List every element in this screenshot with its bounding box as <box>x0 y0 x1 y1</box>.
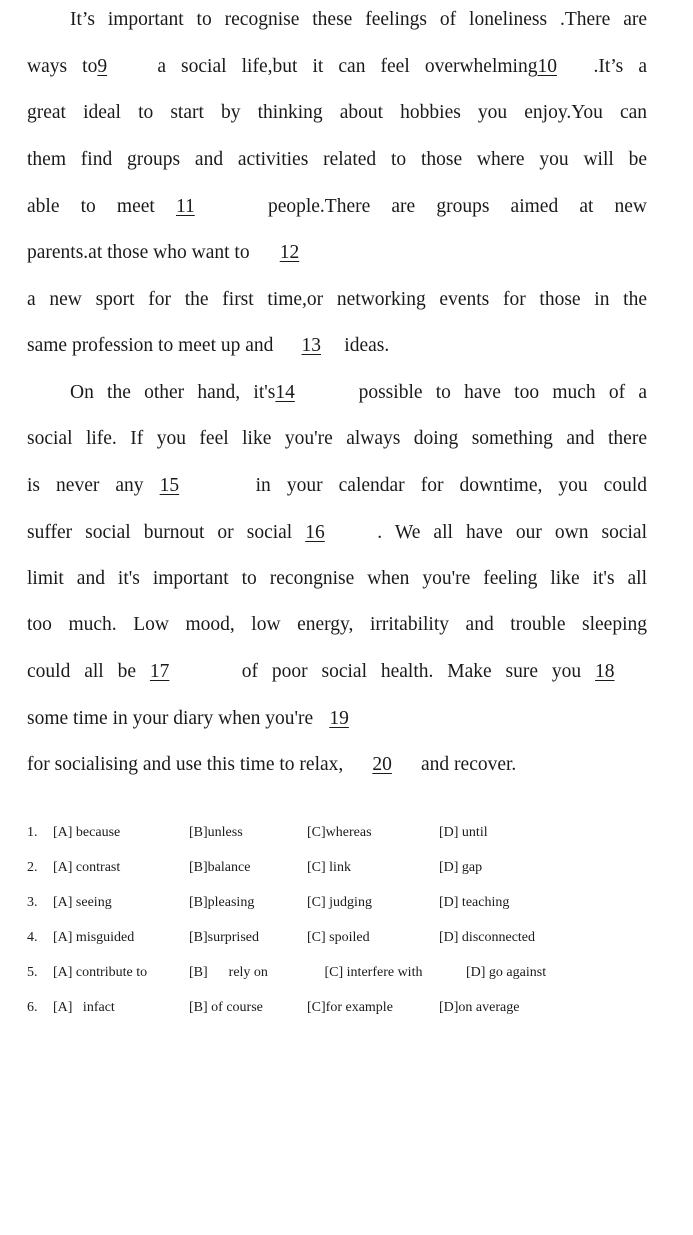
passage-text: It’s important to recognise these feelings of loneliness .There are <box>70 9 647 30</box>
option-b[interactable]: [B] rely on <box>189 965 268 980</box>
blank-12[interactable]: 12 <box>279 242 300 263</box>
option-c[interactable]: [C] judging <box>307 895 372 910</box>
option-row-3 <box>27 885 667 920</box>
passage-line <box>27 192 647 222</box>
passage-line <box>27 52 647 82</box>
option-b[interactable]: [B]pleasing <box>189 895 255 910</box>
option-d[interactable]: [D] teaching <box>439 895 510 910</box>
passage-line <box>27 331 647 361</box>
option-row-5 <box>27 955 667 990</box>
passage-line <box>70 5 647 35</box>
passage-line <box>27 518 647 548</box>
passage-text: able to meet <box>27 196 155 217</box>
passage-line <box>27 285 647 315</box>
passage-line <box>27 98 647 128</box>
passage-text: could all be <box>27 661 136 682</box>
passage-text: suffer social burnout or social <box>27 522 293 543</box>
passage-text: parents.at those who want to <box>27 242 250 263</box>
passage-text: possible to have too much of a <box>358 382 647 403</box>
option-row-4 <box>27 920 667 955</box>
option-number: 3. <box>27 895 38 910</box>
option-a[interactable]: [A] seeing <box>53 895 112 910</box>
option-c[interactable]: [C] link <box>307 860 351 875</box>
passage-text: a new sport for the first time,or networking events for those in the <box>27 289 647 310</box>
option-d[interactable]: [D] go against <box>445 965 547 980</box>
option-a[interactable]: [A] contrast <box>53 860 121 875</box>
option-row-1 <box>27 815 667 850</box>
passage-line <box>27 145 647 175</box>
option-b[interactable]: [B]unless <box>189 825 243 840</box>
blank-14[interactable]: 14 <box>275 382 295 403</box>
passage-text: great ideal to start by thinking about hobbies you enjoy.You can <box>27 102 647 123</box>
passage-text: for socialising and use this time to relax, <box>27 754 344 775</box>
blank-17[interactable]: 17 <box>149 661 170 682</box>
option-c[interactable]: [C] spoiled <box>307 930 370 945</box>
option-b[interactable]: [B]balance <box>189 860 251 875</box>
blank-20[interactable]: 20 <box>372 754 392 775</box>
blank-18[interactable]: 18 <box>595 661 615 682</box>
passage-text: is never any <box>27 475 144 496</box>
passage-text: of poor social health. Make sure you <box>241 661 582 682</box>
option-row-2 <box>27 850 667 885</box>
blank-15[interactable]: 15 <box>159 475 180 496</box>
passage-line <box>27 657 647 687</box>
passage-text: people.There are groups aimed at new <box>267 196 648 217</box>
passage-line <box>27 471 647 501</box>
option-a[interactable]: [A] misguided <box>53 930 135 945</box>
passage-text: ways to <box>27 56 98 77</box>
passage-text: a social life,but it can feel overwhelming <box>157 56 538 77</box>
passage-text: .It’s a <box>593 56 647 77</box>
option-c[interactable]: [C]for example <box>307 1000 393 1015</box>
passage-line <box>70 378 647 408</box>
passage-text: and recover. <box>421 754 517 775</box>
blank-11[interactable]: 11 <box>175 196 195 217</box>
option-d[interactable]: [D] until <box>439 825 488 840</box>
option-number: 6. <box>27 1000 38 1015</box>
blank-19[interactable]: 19 <box>329 708 349 729</box>
passage-line <box>27 564 647 594</box>
option-a[interactable]: [A] because <box>53 825 121 840</box>
option-number: 4. <box>27 930 38 945</box>
option-d[interactable]: [D] disconnected <box>439 930 536 945</box>
option-number: 5. <box>27 965 38 980</box>
passage-text: ideas. <box>344 335 390 356</box>
option-b[interactable]: [B] of course <box>189 1000 263 1015</box>
passage-text: social life. If you feel like you're always doing something and there <box>27 428 647 449</box>
passage-text: some time in your diary when you're <box>27 708 314 729</box>
passage-text: same profession to meet up and <box>27 335 274 356</box>
passage-line <box>27 238 647 268</box>
option-b[interactable]: [B]surprised <box>189 930 259 945</box>
option-a[interactable]: [A] infact <box>53 1000 115 1015</box>
passage-line <box>27 704 647 734</box>
blank-10[interactable]: 10 <box>537 56 557 77</box>
blank-9[interactable]: 9 <box>97 56 108 77</box>
option-number: 2. <box>27 860 38 875</box>
answer-options <box>27 815 667 1025</box>
passage-line <box>27 610 647 640</box>
option-a[interactable]: [A] contribute to <box>53 965 148 980</box>
passage-line <box>27 424 647 454</box>
option-c[interactable]: [C]whereas <box>307 825 372 840</box>
blank-16[interactable]: 16 <box>305 522 325 543</box>
option-c[interactable]: [C] interfere with <box>307 965 423 980</box>
passage-text: limit and it's important to recongnise when you're feeling like it's all <box>27 568 647 589</box>
passage-line <box>27 750 647 780</box>
option-d[interactable]: [D] gap <box>439 860 483 875</box>
option-d[interactable]: [D]on average <box>439 1000 520 1015</box>
option-row-6 <box>27 990 667 1025</box>
passage-text: On the other hand, it's <box>70 382 276 403</box>
passage-text: too much. Low mood, low energy, irritability and trouble sleeping <box>27 614 647 635</box>
passage-text: them find groups and activities related to those where you will be <box>27 149 647 170</box>
blank-13[interactable]: 13 <box>301 335 322 356</box>
option-number: 1. <box>27 825 38 840</box>
passage-text: . We all have our own social <box>377 522 647 543</box>
passage-text: in your calendar for downtime, you could <box>255 475 648 496</box>
